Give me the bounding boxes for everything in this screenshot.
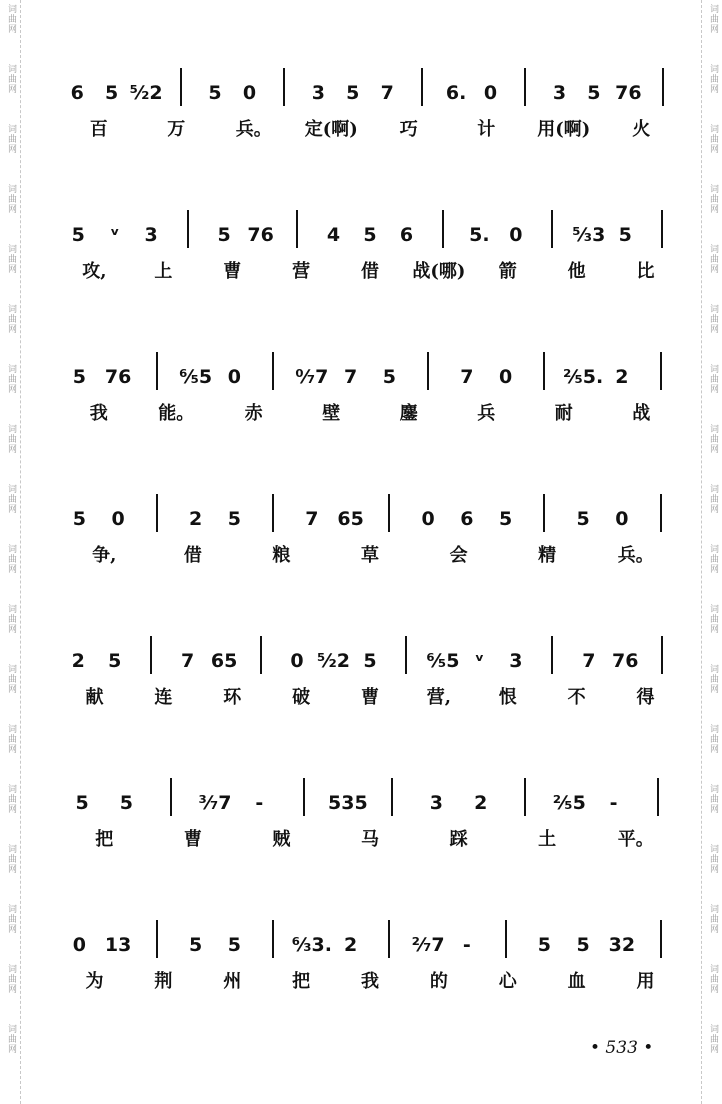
note-token: 32 <box>608 934 636 956</box>
watermark: 词曲网 <box>6 604 16 634</box>
score-system <box>40 202 680 302</box>
note-token: 5 <box>227 934 241 956</box>
lyric-syllable: 定(啊) <box>304 119 358 140</box>
watermark: 词曲网 <box>708 4 718 34</box>
barline <box>660 352 662 390</box>
lyric-syllable: 箭 <box>498 261 517 282</box>
note-token: 6 <box>399 224 414 246</box>
note-token: 0 <box>290 650 304 672</box>
note-token: 5 <box>576 934 590 956</box>
lyric-syllable: 战 <box>632 403 651 424</box>
note-token: 5 <box>108 650 122 672</box>
lyric-syllable: 环 <box>223 687 242 708</box>
watermark: 词曲网 <box>6 424 16 454</box>
lyric-syllable: 贼 <box>272 829 291 850</box>
lyric-syllable: 荆 <box>154 971 173 992</box>
watermark: 词曲网 <box>708 484 718 514</box>
watermark: 词曲网 <box>6 784 16 814</box>
barline <box>156 352 158 390</box>
lyric-syllable: 会 <box>449 545 468 566</box>
note-token: 2 <box>189 508 203 530</box>
lyric-syllable: 曹 <box>183 829 202 850</box>
note-token: 5 <box>499 508 513 530</box>
note-token: ᵛ <box>474 650 485 672</box>
lyric-syllable: 赤 <box>244 403 263 424</box>
score-system <box>40 60 680 160</box>
barline <box>187 210 189 248</box>
note-token: ⁵⁄₂2 <box>316 650 351 672</box>
note-token: 5 <box>208 82 222 104</box>
watermark: 词曲网 <box>708 844 718 874</box>
lyric-syllable: 曹 <box>361 687 379 708</box>
watermark: 词曲网 <box>6 1024 16 1054</box>
note-token: 0 <box>615 508 629 530</box>
lyric-syllable: 用(啊) <box>537 119 591 140</box>
note-token: 2 <box>71 650 85 672</box>
watermark: 词曲网 <box>708 124 718 154</box>
barline <box>388 920 390 958</box>
lyric-syllable: 不 <box>567 687 586 708</box>
notation-line <box>40 202 680 252</box>
lyric-syllable: 把 <box>292 971 311 992</box>
note-token: - <box>462 934 471 956</box>
watermark: 词曲网 <box>6 964 16 994</box>
watermark: 词曲网 <box>708 904 718 934</box>
lyric-syllable: 战(哪) <box>412 261 466 282</box>
lyric-syllable: 心 <box>498 971 517 992</box>
note-token: 0 <box>499 366 513 388</box>
lyric-syllable: 营 <box>292 261 311 282</box>
score-system <box>40 628 680 728</box>
note-token: 5 <box>346 82 360 104</box>
watermark: 词曲网 <box>708 964 718 994</box>
notation-line <box>40 912 680 962</box>
barline <box>296 210 298 248</box>
lyric-syllable: 上 <box>154 261 173 282</box>
barline <box>170 778 172 816</box>
barline <box>661 636 663 674</box>
watermark: 词曲网 <box>708 364 718 394</box>
lyric-syllable: 争, <box>92 545 117 566</box>
note-token: 5 <box>537 934 551 956</box>
note-token: 6 <box>70 82 84 104</box>
note-token: 65 <box>337 508 364 530</box>
barline <box>283 68 285 106</box>
watermark: 词曲网 <box>6 844 16 874</box>
barline <box>427 352 429 390</box>
lyric-syllable: 土 <box>538 829 557 850</box>
barline <box>260 636 262 674</box>
lyric-syllable: 火 <box>632 119 651 140</box>
barline <box>180 68 182 106</box>
lyric-syllable: 草 <box>361 545 379 566</box>
watermark: 词曲网 <box>6 484 16 514</box>
barline <box>156 920 158 958</box>
jianpu-score <box>40 60 680 1040</box>
lyric-syllable: 我 <box>89 403 108 424</box>
lyric-syllable: 能。 <box>158 403 195 424</box>
watermark: 词曲网 <box>6 124 16 154</box>
watermark: 词曲网 <box>6 4 16 34</box>
lyric-syllable: 他 <box>567 261 586 282</box>
note-token: 4 <box>326 224 341 246</box>
lyric-syllable: 的 <box>429 971 448 992</box>
note-token: 5 <box>227 508 241 530</box>
note-token: 7 <box>181 650 195 672</box>
lyric-syllable: 粮 <box>272 545 291 566</box>
note-token: 76 <box>612 650 639 672</box>
watermark: 词曲网 <box>708 184 718 214</box>
note-token: ⁰⁄₇7 <box>295 366 329 388</box>
lyric-syllable: 营, <box>426 687 452 708</box>
note-token: 6. <box>445 82 467 104</box>
lyric-syllable: 借 <box>361 261 379 282</box>
barline <box>524 68 526 106</box>
note-token: 3 <box>311 82 325 104</box>
note-token: 0 <box>509 224 523 246</box>
lyric-syllable: 曹 <box>223 261 242 282</box>
lyric-syllable: 精 <box>538 545 557 566</box>
note-token: 5 <box>618 224 632 246</box>
note-token: ⁶⁄₅5 <box>426 650 460 672</box>
watermark: 词曲网 <box>708 1024 718 1054</box>
note-token: 3 <box>509 650 523 672</box>
lyric-syllable: 兵 <box>477 403 496 424</box>
barline <box>391 778 393 816</box>
note-token: 76 <box>104 366 132 388</box>
watermark: 词曲网 <box>6 244 16 274</box>
note-token: 5 <box>72 508 86 530</box>
note-token: - <box>255 792 264 814</box>
notation-line <box>40 770 680 820</box>
lyrics-line <box>40 544 680 574</box>
note-token: 5 <box>217 224 231 246</box>
note-token: 7 <box>460 366 474 388</box>
note-token: ⁵⁄₂2 <box>129 82 163 104</box>
lyric-syllable: 万 <box>167 119 186 140</box>
lyrics-line <box>40 260 680 290</box>
barline <box>524 778 526 816</box>
note-token: 5 <box>71 224 85 246</box>
barline <box>662 68 664 106</box>
watermark: 词曲网 <box>6 184 16 214</box>
barline <box>272 352 274 390</box>
score-system <box>40 486 680 586</box>
barline <box>661 210 663 248</box>
lyric-syllable: 献 <box>85 687 104 708</box>
note-token: 5 <box>576 508 590 530</box>
lyric-syllable: 耐 <box>554 403 573 424</box>
watermark: 词曲网 <box>708 424 718 454</box>
note-token: 0 <box>421 508 435 530</box>
note-token: 5. <box>469 224 490 246</box>
watermark: 词曲网 <box>6 664 16 694</box>
barline <box>543 352 545 390</box>
barline <box>657 778 659 816</box>
watermark: 词曲网 <box>708 664 718 694</box>
watermark: 词曲网 <box>6 364 16 394</box>
right-margin-strip <box>701 0 722 1104</box>
watermark: 词曲网 <box>708 784 718 814</box>
notation-line <box>40 344 680 394</box>
lyric-syllable: 巧 <box>399 119 418 140</box>
watermark: 词曲网 <box>6 544 16 574</box>
barline <box>551 636 553 674</box>
lyric-syllable: 恨 <box>498 687 517 708</box>
lyrics-line <box>40 686 680 716</box>
notation-line <box>40 628 680 678</box>
note-token: 6 <box>460 508 474 530</box>
lyric-syllable: 平。 <box>617 829 654 850</box>
note-token: 0 <box>483 82 498 104</box>
note-token: 3 <box>552 82 567 104</box>
note-token: 5 <box>72 366 86 388</box>
barline <box>660 920 662 958</box>
lyric-syllable: 百 <box>89 119 108 140</box>
lyrics-line <box>40 828 680 858</box>
lyric-syllable: 血 <box>567 971 586 992</box>
note-token: 7 <box>344 366 358 388</box>
note-token: 65 <box>210 650 238 672</box>
note-token: 5 <box>587 82 601 104</box>
watermark: 词曲网 <box>708 604 718 634</box>
barline <box>505 920 507 958</box>
note-token: 5 <box>382 366 396 388</box>
watermark: 词曲网 <box>6 904 16 934</box>
barline <box>660 494 662 532</box>
lyrics-line <box>40 402 680 432</box>
note-token: 13 <box>104 934 132 956</box>
barline <box>421 68 423 106</box>
note-token: 0 <box>242 82 257 104</box>
lyric-syllable: 连 <box>154 687 173 708</box>
barline <box>405 636 407 674</box>
note-token: ²⁄₅5 <box>552 792 586 814</box>
note-token: 5 <box>363 224 377 246</box>
lyric-syllable: 计 <box>477 119 496 140</box>
lyric-syllable: 踩 <box>449 829 468 850</box>
note-token: - <box>609 792 618 814</box>
lyric-syllable: 借 <box>183 545 202 566</box>
barline <box>543 494 545 532</box>
barline <box>303 778 305 816</box>
watermark: 词曲网 <box>708 244 718 274</box>
note-token: 2 <box>474 792 488 814</box>
note-token: 2 <box>615 366 629 388</box>
note-token: 5 <box>189 934 203 956</box>
note-token: 5 <box>75 792 89 814</box>
note-token: 76 <box>615 82 642 104</box>
barline <box>551 210 553 248</box>
note-token: 3 <box>144 224 158 246</box>
score-system <box>40 912 680 1012</box>
lyric-syllable: 我 <box>361 971 379 992</box>
note-token: ²⁄₅5. <box>562 366 604 388</box>
watermark: 词曲网 <box>708 64 718 94</box>
barline <box>272 920 274 958</box>
lyric-syllable: 用 <box>636 971 655 992</box>
barline <box>442 210 444 248</box>
score-system <box>40 770 680 870</box>
note-token: 7 <box>582 650 596 672</box>
note-token: ⁶⁄₃3. <box>291 934 333 956</box>
note-token: 76 <box>247 224 274 246</box>
note-token: 0 <box>227 366 241 388</box>
left-margin-strip <box>0 0 21 1104</box>
lyrics-line <box>40 970 680 1000</box>
lyric-syllable: 州 <box>223 971 242 992</box>
lyric-syllable: 兵。 <box>235 119 272 140</box>
barline <box>150 636 152 674</box>
watermark: 词曲网 <box>708 724 718 754</box>
watermark: 词曲网 <box>6 64 16 94</box>
lyric-syllable: 马 <box>361 829 379 850</box>
notation-line <box>40 486 680 536</box>
watermark: 词曲网 <box>6 724 16 754</box>
note-token: ³⁄₇7 <box>198 792 232 814</box>
lyric-syllable: 得 <box>636 687 655 708</box>
note-token: 0 <box>72 934 86 956</box>
lyric-syllable: 兵。 <box>617 545 654 566</box>
note-token: 5 <box>119 792 134 814</box>
lyric-syllable: 壁 <box>322 403 341 424</box>
note-token: 7 <box>305 508 319 530</box>
barline <box>272 494 274 532</box>
page-number: • 533 • <box>590 1038 654 1058</box>
note-token: 3 <box>429 792 444 814</box>
lyric-syllable: 鏖 <box>399 403 418 424</box>
lyrics-line <box>40 118 680 148</box>
lyric-syllable: 为 <box>85 971 104 992</box>
notation-line <box>40 60 680 110</box>
note-token: ⁵⁄₃3 <box>572 224 606 246</box>
barline <box>388 494 390 532</box>
lyric-syllable: 攻, <box>82 261 107 282</box>
note-token: 2 <box>344 934 358 956</box>
lyric-syllable: 破 <box>292 687 311 708</box>
note-token: 5 <box>105 82 119 104</box>
note-token: 5 <box>363 650 377 672</box>
note-token: 7 <box>380 82 394 104</box>
barline <box>156 494 158 532</box>
note-token: 0 <box>111 508 125 530</box>
watermark: 词曲网 <box>708 544 718 574</box>
note-token: 535 <box>328 792 368 814</box>
note-token: ᵛ <box>109 224 120 246</box>
note-token: ²⁄₇7 <box>411 934 445 956</box>
lyric-syllable: 比 <box>636 261 655 282</box>
score-system <box>40 344 680 444</box>
watermark: 词曲网 <box>6 304 16 334</box>
watermark: 词曲网 <box>708 304 718 334</box>
note-token: ⁶⁄₅5 <box>179 366 213 388</box>
lyric-syllable: 把 <box>95 829 114 850</box>
